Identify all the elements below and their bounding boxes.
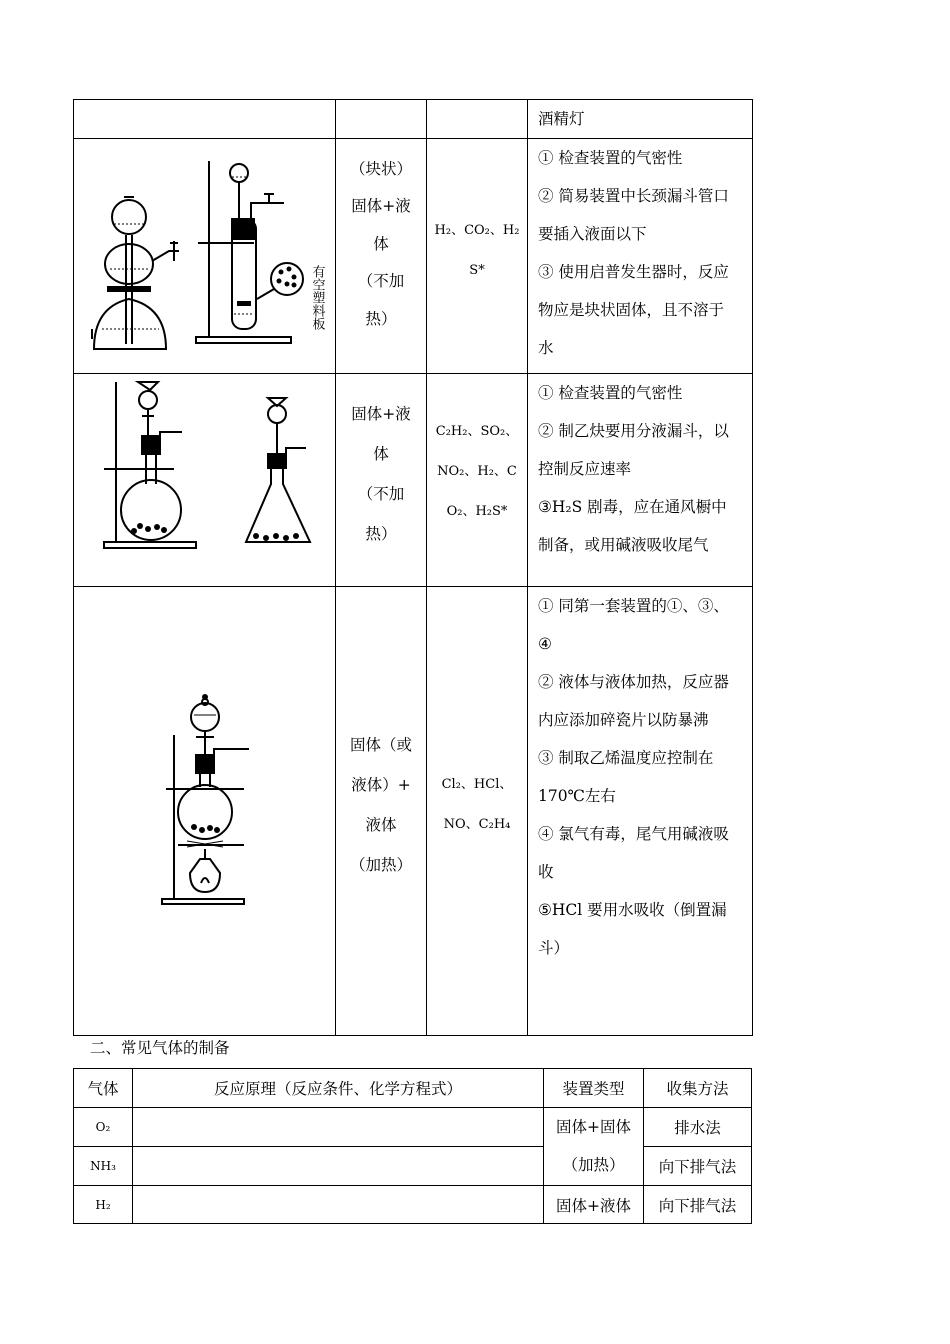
condition-line: （加热） bbox=[349, 856, 412, 874]
note-line: 水 bbox=[538, 339, 554, 357]
note-line: 收 bbox=[538, 863, 554, 881]
plate-label: 有空塑料板 bbox=[309, 265, 325, 330]
note-line: ① 同第一套装置的①、③、 bbox=[538, 597, 729, 615]
principle-cell bbox=[133, 1186, 544, 1224]
condition-line: （不加 bbox=[357, 485, 405, 503]
gases-cell-row1 bbox=[427, 139, 528, 374]
note-line: ② 制乙炔要用分液漏斗，以 bbox=[538, 422, 729, 440]
principle-cell bbox=[133, 1147, 544, 1186]
device-cell: 固体+液体 bbox=[544, 1186, 644, 1224]
gas-cell: H₂ bbox=[74, 1186, 133, 1224]
condition-line: （不加 bbox=[357, 272, 405, 290]
gas-line: O₂、H₂S* bbox=[446, 504, 508, 519]
condition-cell-row3 bbox=[336, 587, 427, 1036]
note-line: 要插入液面以下 bbox=[538, 225, 647, 243]
condition-line: 液体）+ bbox=[351, 776, 411, 794]
gas-cell: NH₃ bbox=[74, 1147, 133, 1186]
condition-line: 固体+液 bbox=[351, 405, 411, 423]
collect-cell: 向下排气法 bbox=[644, 1186, 752, 1224]
condition-line: 固体+液 bbox=[351, 197, 411, 215]
note-line: 170℃左右 bbox=[538, 787, 616, 805]
note-line: 物应是块状固体，且不溶于 bbox=[538, 301, 725, 319]
notes-cell-row3 bbox=[528, 587, 753, 1036]
condition-line: 固体（或 bbox=[349, 736, 412, 754]
header-device: 装置类型 bbox=[544, 1069, 644, 1108]
device-cell bbox=[544, 1108, 644, 1186]
kipp-generator-figure bbox=[74, 139, 335, 373]
gas-line: H₂、CO₂、H₂ bbox=[434, 223, 520, 238]
gas-line: NO、C₂H₄ bbox=[443, 817, 511, 832]
gases-cell-row3 bbox=[427, 587, 528, 1036]
note-line: 控制反应速率 bbox=[538, 460, 632, 478]
notes-cell-row2 bbox=[528, 374, 753, 587]
note-line: ③ 使用启普发生器时，反应 bbox=[538, 263, 729, 281]
header-collect: 收集方法 bbox=[644, 1069, 752, 1108]
note-line: ② 液体与液体加热，反应器 bbox=[538, 673, 729, 691]
header-gas: 气体 bbox=[74, 1069, 133, 1108]
note-line: 制备，或用碱液吸收尾气 bbox=[538, 536, 709, 554]
note-line: 酒精灯 bbox=[538, 110, 585, 128]
figure-cell-heating bbox=[74, 587, 336, 1036]
figure-cell bbox=[74, 100, 336, 139]
notes-cell-row1 bbox=[528, 139, 753, 374]
figure-cell-kipp bbox=[74, 139, 336, 374]
principle-cell bbox=[133, 1108, 544, 1147]
gas-line: S* bbox=[469, 263, 485, 278]
condition-cell-row1 bbox=[336, 139, 427, 374]
note-line: 斗） bbox=[538, 939, 570, 957]
gas-line: Cl₂、HCl、 bbox=[441, 777, 513, 792]
condition-line: 热） bbox=[365, 525, 397, 543]
section-title: 二、常见气体的制备 bbox=[90, 1039, 230, 1057]
condition-line: （块状） bbox=[349, 160, 412, 178]
gas-line: NO₂、H₂、C bbox=[437, 464, 517, 479]
device-line: 固体+固体 bbox=[556, 1118, 631, 1136]
apparatus-table bbox=[73, 99, 753, 1036]
condition-line: 体 bbox=[373, 235, 389, 253]
gas-cell: O₂ bbox=[74, 1108, 133, 1147]
device-line: （加热） bbox=[562, 1156, 625, 1174]
condition-line: 体 bbox=[373, 445, 389, 463]
condition-line: 热） bbox=[365, 310, 397, 328]
collect-cell: 排水法 bbox=[644, 1108, 752, 1147]
separatory-funnel-figure bbox=[74, 374, 335, 586]
gases-cell-row2 bbox=[427, 374, 528, 587]
note-line: ⑤HCl 要用水吸收（倒置漏 bbox=[538, 901, 727, 919]
note-line: 内应添加碎瓷片以防暴沸 bbox=[538, 711, 709, 729]
heating-apparatus-figure bbox=[74, 587, 335, 1035]
note-line: ① 检查装置的气密性 bbox=[538, 384, 683, 402]
note-line: ① 检查装置的气密性 bbox=[538, 149, 683, 167]
note-line: ② 简易装置中长颈漏斗管口 bbox=[538, 187, 729, 205]
gas-line: C₂H₂、SO₂、 bbox=[435, 424, 519, 439]
collect-cell: 向下排气法 bbox=[644, 1147, 752, 1186]
condition-line: 液体 bbox=[365, 816, 397, 834]
note-line: ④ 氯气有毒，尾气用碱液吸 bbox=[538, 825, 729, 843]
notes-cell bbox=[528, 100, 753, 139]
condition-cell-row2 bbox=[336, 374, 427, 587]
note-line: ③H₂S 剧毒，应在通风橱中 bbox=[538, 498, 727, 516]
note-line: ③ 制取乙烯温度应控制在 bbox=[538, 749, 714, 767]
gas-preparation-table bbox=[73, 1068, 752, 1224]
note-line: ④ bbox=[538, 635, 552, 653]
gases-cell bbox=[427, 100, 528, 139]
figure-cell-flask bbox=[74, 374, 336, 587]
header-principle: 反应原理（反应条件、化学方程式） bbox=[133, 1069, 544, 1108]
condition-cell bbox=[336, 100, 427, 139]
